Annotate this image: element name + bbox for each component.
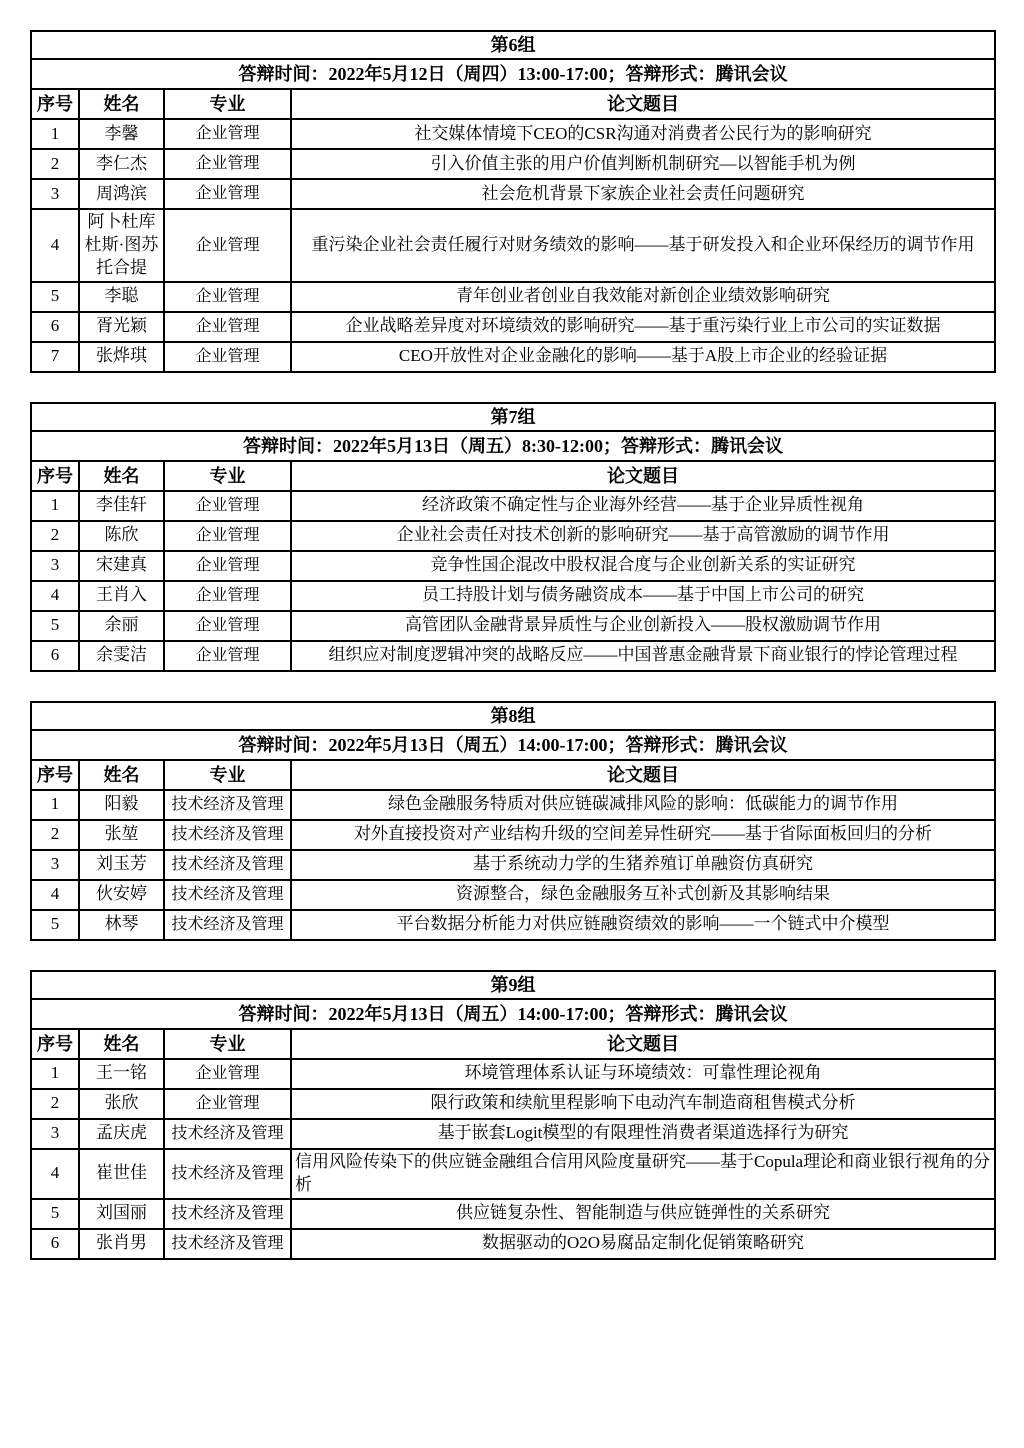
table-row (31, 491, 995, 521)
thesis-title-cell: 信用风险传染下的供应链金融组合信用风险度量研究——基于Copula理论和商业银行视角的分析 (291, 1149, 995, 1199)
defense-schedule-row (31, 999, 995, 1029)
defense-schedule-row (31, 59, 995, 89)
table-row (31, 1089, 995, 1119)
table-row (31, 1199, 995, 1229)
major-cell: 技术经济及管理 (164, 820, 291, 850)
defense-group-table-7 (30, 402, 996, 672)
column-header-thesis-title: 论文题目 (291, 89, 995, 119)
thesis-title-cell: 员工持股计划与债务融资成本——基于中国上市公司的研究 (291, 581, 995, 611)
thesis-title-cell: CEO开放性对企业金融化的影响——基于A股上市企业的经验证据 (291, 342, 995, 372)
row-number-cell: 3 (31, 1119, 79, 1149)
name-cell: 陈欣 (79, 521, 164, 551)
row-number-cell: 2 (31, 1089, 79, 1119)
major-cell: 企业管理 (164, 149, 291, 179)
row-number-cell: 3 (31, 179, 79, 209)
thesis-title-cell: 经济政策不确定性与企业海外经营——基于企业异质性视角 (291, 491, 995, 521)
table-row (31, 1149, 995, 1199)
table-body (31, 1059, 995, 1259)
major-cell: 技术经济及管理 (164, 1149, 291, 1199)
name-cell: 张堃 (79, 820, 164, 850)
name-cell: 刘国丽 (79, 1199, 164, 1229)
name-cell: 余雯洁 (79, 641, 164, 671)
thesis-title-cell: 高管团队金融背景异质性与企业创新投入——股权激励调节作用 (291, 611, 995, 641)
column-header-number: 序号 (31, 461, 79, 491)
table-row (31, 850, 995, 880)
table-row (31, 282, 995, 312)
row-number-cell: 3 (31, 551, 79, 581)
row-number-cell: 6 (31, 641, 79, 671)
column-header-major: 专业 (164, 760, 291, 790)
major-cell: 企业管理 (164, 179, 291, 209)
table-row (31, 1119, 995, 1149)
name-cell: 刘玉芳 (79, 850, 164, 880)
column-header-name: 姓名 (79, 461, 164, 491)
thesis-title-cell: 资源整合，绿色金融服务互补式创新及其影响结果 (291, 880, 995, 910)
thesis-title-cell: 环境管理体系认证与环境绩效：可靠性理论视角 (291, 1059, 995, 1089)
row-number-cell: 6 (31, 312, 79, 342)
row-number-cell: 5 (31, 282, 79, 312)
table-row (31, 149, 995, 179)
major-cell: 企业管理 (164, 611, 291, 641)
major-cell: 企业管理 (164, 1089, 291, 1119)
row-number-cell: 7 (31, 342, 79, 372)
major-cell: 企业管理 (164, 491, 291, 521)
column-header-row (31, 760, 995, 790)
major-cell: 企业管理 (164, 551, 291, 581)
table-row (31, 790, 995, 820)
name-cell: 周鸿滨 (79, 179, 164, 209)
name-cell: 李聪 (79, 282, 164, 312)
defense-schedule-row (31, 730, 995, 760)
thesis-title-cell: 重污染企业社会责任履行对财务绩效的影响——基于研发投入和企业环保经历的调节作用 (291, 209, 995, 282)
name-cell: 阳毅 (79, 790, 164, 820)
thesis-title-cell: 竞争性国企混改中股权混合度与企业创新关系的实证研究 (291, 551, 995, 581)
table-row (31, 551, 995, 581)
major-cell: 技术经济及管理 (164, 850, 291, 880)
column-header-number: 序号 (31, 89, 79, 119)
defense-schedule: 答辩时间：2022年5月13日（周五）8:30-12:00；答辩形式：腾讯会议 (31, 431, 995, 461)
column-header-thesis-title: 论文题目 (291, 1029, 995, 1059)
row-number-cell: 1 (31, 1059, 79, 1089)
thesis-title-cell: 平台数据分析能力对供应链融资绩效的影响——一个链式中介模型 (291, 910, 995, 940)
major-cell: 企业管理 (164, 119, 291, 149)
row-number-cell: 5 (31, 611, 79, 641)
table-row (31, 820, 995, 850)
defense-schedule: 答辩时间：2022年5月13日（周五）14:00-17:00；答辩形式：腾讯会议 (31, 730, 995, 760)
row-number-cell: 5 (31, 910, 79, 940)
name-cell: 林琴 (79, 910, 164, 940)
group-title: 第6组 (31, 31, 995, 59)
name-cell: 张欣 (79, 1089, 164, 1119)
name-cell: 伙安婷 (79, 880, 164, 910)
row-number-cell: 4 (31, 209, 79, 282)
name-cell: 张烨琪 (79, 342, 164, 372)
major-cell: 企业管理 (164, 282, 291, 312)
row-number-cell: 5 (31, 1199, 79, 1229)
column-header-thesis-title: 论文题目 (291, 760, 995, 790)
table-row (31, 179, 995, 209)
name-cell: 余丽 (79, 611, 164, 641)
major-cell: 技术经济及管理 (164, 1229, 291, 1259)
group-title: 第8组 (31, 702, 995, 730)
table-row (31, 521, 995, 551)
thesis-title-cell: 供应链复杂性、智能制造与供应链弹性的关系研究 (291, 1199, 995, 1229)
row-number-cell: 4 (31, 1149, 79, 1199)
thesis-title-cell: 企业战略差异度对环境绩效的影响研究——基于重污染行业上市公司的实证数据 (291, 312, 995, 342)
table-body (31, 491, 995, 671)
column-header-name: 姓名 (79, 89, 164, 119)
column-header-name: 姓名 (79, 1029, 164, 1059)
thesis-title-cell: 企业社会责任对技术创新的影响研究——基于高管激励的调节作用 (291, 521, 995, 551)
row-number-cell: 1 (31, 119, 79, 149)
defense-group-table-9 (30, 970, 996, 1260)
thesis-title-cell: 限行政策和续航里程影响下电动汽车制造商租售模式分析 (291, 1089, 995, 1119)
thesis-title-cell: 引入价值主张的用户价值判断机制研究—以智能手机为例 (291, 149, 995, 179)
table-row (31, 581, 995, 611)
table-row (31, 209, 995, 282)
row-number-cell: 3 (31, 850, 79, 880)
row-number-cell: 6 (31, 1229, 79, 1259)
row-number-cell: 4 (31, 880, 79, 910)
table-body (31, 119, 995, 372)
defense-group-table-6 (30, 30, 996, 373)
table-row (31, 910, 995, 940)
column-header-major: 专业 (164, 89, 291, 119)
name-cell: 崔世佳 (79, 1149, 164, 1199)
table-row (31, 611, 995, 641)
major-cell: 企业管理 (164, 641, 291, 671)
column-header-thesis-title: 论文题目 (291, 461, 995, 491)
table-row (31, 641, 995, 671)
row-number-cell: 1 (31, 491, 79, 521)
group-title: 第7组 (31, 403, 995, 431)
thesis-title-cell: 数据驱动的O2O易腐品定制化促销策略研究 (291, 1229, 995, 1259)
major-cell: 企业管理 (164, 581, 291, 611)
group-title: 第9组 (31, 971, 995, 999)
name-cell: 孟庆虎 (79, 1119, 164, 1149)
defense-schedule-row (31, 431, 995, 461)
column-header-row (31, 1029, 995, 1059)
group-title-row (31, 971, 995, 999)
row-number-cell: 4 (31, 581, 79, 611)
name-cell: 李馨 (79, 119, 164, 149)
table-row (31, 1059, 995, 1089)
major-cell: 技术经济及管理 (164, 880, 291, 910)
thesis-title-cell: 青年创业者创业自我效能对新创企业绩效影响研究 (291, 282, 995, 312)
thesis-title-cell: 基于嵌套Logit模型的有限理性消费者渠道选择行为研究 (291, 1119, 995, 1149)
major-cell: 企业管理 (164, 312, 291, 342)
group-title-row (31, 31, 995, 59)
major-cell: 企业管理 (164, 209, 291, 282)
name-cell: 张肖男 (79, 1229, 164, 1259)
thesis-title-cell: 组织应对制度逻辑冲突的战略反应——中国普惠金融背景下商业银行的悖论管理过程 (291, 641, 995, 671)
group-title-row (31, 403, 995, 431)
major-cell: 技术经济及管理 (164, 1199, 291, 1229)
row-number-cell: 2 (31, 820, 79, 850)
table-row (31, 342, 995, 372)
name-cell: 胥光颖 (79, 312, 164, 342)
name-cell: 王一铭 (79, 1059, 164, 1089)
major-cell: 技术经济及管理 (164, 790, 291, 820)
table-row (31, 312, 995, 342)
thesis-title-cell: 社交媒体情境下CEO的CSR沟通对消费者公民行为的影响研究 (291, 119, 995, 149)
row-number-cell: 2 (31, 149, 79, 179)
table-row (31, 1229, 995, 1259)
major-cell: 企业管理 (164, 521, 291, 551)
defense-schedule: 答辩时间：2022年5月12日（周四）13:00-17:00；答辩形式：腾讯会议 (31, 59, 995, 89)
defense-group-table-8 (30, 701, 996, 941)
name-cell: 王肖入 (79, 581, 164, 611)
major-cell: 技术经济及管理 (164, 1119, 291, 1149)
thesis-title-cell: 对外直接投资对产业结构升级的空间差异性研究——基于省际面板回归的分析 (291, 820, 995, 850)
defense-schedule: 答辩时间：2022年5月13日（周五）14:00-17:00；答辩形式：腾讯会议 (31, 999, 995, 1029)
row-number-cell: 1 (31, 790, 79, 820)
column-header-name: 姓名 (79, 760, 164, 790)
table-row (31, 119, 995, 149)
column-header-number: 序号 (31, 760, 79, 790)
major-cell: 企业管理 (164, 1059, 291, 1089)
column-header-number: 序号 (31, 1029, 79, 1059)
column-header-major: 专业 (164, 461, 291, 491)
major-cell: 技术经济及管理 (164, 910, 291, 940)
thesis-title-cell: 基于系统动力学的生猪养殖订单融资仿真研究 (291, 850, 995, 880)
major-cell: 企业管理 (164, 342, 291, 372)
name-cell: 宋建真 (79, 551, 164, 581)
thesis-title-cell: 社会危机背景下家族企业社会责任问题研究 (291, 179, 995, 209)
name-cell: 阿卜杜库杜斯·图苏托合提 (79, 209, 164, 282)
column-header-major: 专业 (164, 1029, 291, 1059)
name-cell: 李仁杰 (79, 149, 164, 179)
table-row (31, 880, 995, 910)
column-header-row (31, 89, 995, 119)
name-cell: 李佳轩 (79, 491, 164, 521)
group-title-row (31, 702, 995, 730)
thesis-title-cell: 绿色金融服务特质对供应链碳减排风险的影响：低碳能力的调节作用 (291, 790, 995, 820)
column-header-row (31, 461, 995, 491)
row-number-cell: 2 (31, 521, 79, 551)
table-body (31, 790, 995, 940)
